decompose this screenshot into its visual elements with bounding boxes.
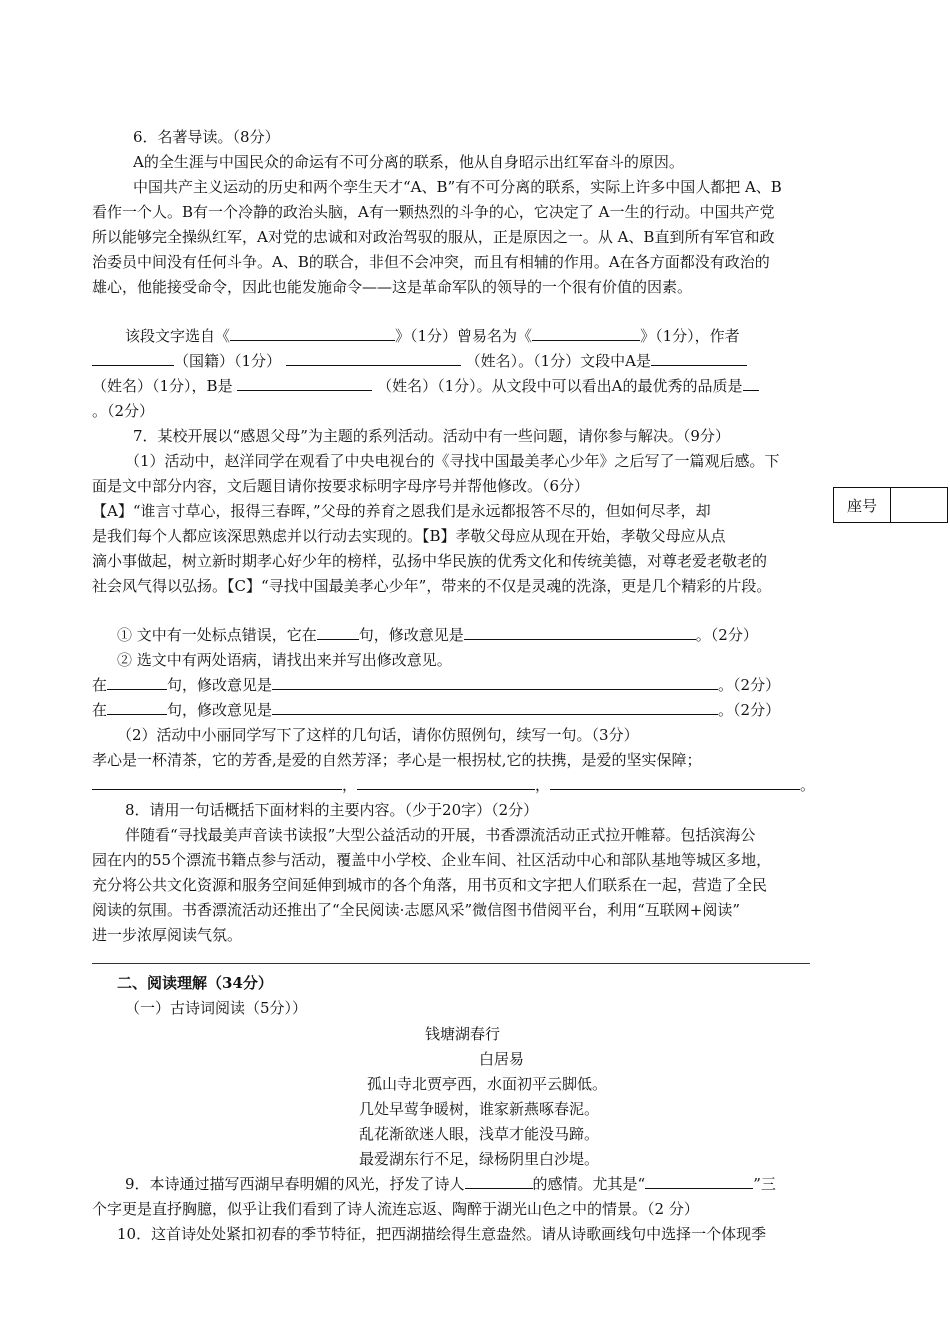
grammar-fix-blank[interactable] [272, 675, 718, 690]
q8-title: 8．请用一句话概括下面材料的主要内容。（少于20字）（2分） [125, 801, 539, 819]
quality-blank[interactable] [743, 376, 759, 391]
subsection-heading: （一）古诗词阅读（5分）） [125, 999, 308, 1017]
q6-fill-line-2: （国籍）（1分） （姓名）。（1分）文段中A是 [92, 351, 747, 371]
grammar-sentence-blank[interactable] [107, 675, 167, 690]
poem-author: 白居易 [479, 1050, 525, 1068]
q7-passage-line: 【A】“谁言寸草心，报得三春晖，”父母的养育之恩我们是永远都报答不尽的，但如何尽孝，却 [92, 502, 711, 520]
q6-para-line: 所以能够完全操纵红军，A对党的忠诚和对政治驾驭的服从，正是原因之一。从 A、B直到所有军官和政 [92, 228, 775, 246]
q8-passage-line: 进一步浓厚阅读气氛。 [92, 926, 243, 944]
grammar-fix-blank[interactable] [272, 700, 718, 715]
q6-intro: A的全生涯与中国民众的命运有不可分离的联系，他从自身昭示出红军奋斗的原因。 [133, 153, 684, 171]
q7-example: 孝心是一杯清茶，它的芳香,是爱的自然芳泽；孝心是一根拐杖,它的扶携，是爱的坚实保障； [92, 751, 702, 769]
emotion-blank[interactable] [465, 1174, 533, 1189]
q6-para-line: 治委员中间没有任何斗争。A、B的联合，非但不会冲突，而且有相辅的作用。A在各方面都没有政治的 [92, 253, 770, 271]
seat-number-field[interactable] [891, 488, 947, 522]
q7-passage-line: 是我们每个人都应该深思熟虑并以行动去实现的。【B】孝敬父母应从现在开始，孝敬父母应从点 [92, 527, 726, 545]
q7-grammar-row-1: 在 句，修改意见是 。（2分） [92, 676, 781, 694]
poem-line: 孤山寺北贾亭西，水面初平云脚低。 [367, 1075, 608, 1093]
poem-line: 最爱湖东行不足，绿杨阴里白沙堤。 [359, 1150, 600, 1168]
q6-title: 6．名著导读。（8分） [133, 128, 280, 146]
q7-sub2: ② 选文中有两处语病，请找出来并写出修改意见。 [117, 651, 452, 669]
three-char-blank[interactable] [645, 1174, 753, 1189]
section-heading: 二、阅读理解（34分） [117, 974, 273, 992]
poem-line: 乱花渐欲迷人眼，浅草才能没马蹄。 [359, 1125, 600, 1143]
q7-sub1: ① 文中有一处标点错误，它在 句，修改意见是 。（2分） [117, 626, 758, 644]
a-name-blank[interactable] [651, 351, 747, 366]
nationality-blank[interactable] [92, 351, 174, 366]
q6-fill-line-1: 该段文字选自《 》（1分）曾易名为《 》（1分），作者 [125, 327, 740, 345]
q6-para-line: 中国共产主义运动的历史和两个孪生天才“A、B”有不可分离的联系，实际上许多中国人都把 A、B [133, 178, 782, 196]
q8-passage-line: 园在内的55个漂流书籍点参与活动，覆盖中小学校、企业车间、社区活动中心和部队基地等城区多地， [92, 851, 772, 869]
q7-passage-line: 滴小事做起，树立新时期孝心好少年的榜样，弘扬中华民族的优秀文化和传统美德，对尊老爱老敬老的 [92, 552, 768, 570]
q7-part2: （2）活动中小丽同学写下了这样的几句话，请你仿照例句，续写一句。（3分） [117, 726, 639, 744]
q6-para-line: 雄心，他能接受命令，因此也能发施命令——这是革命军队的领导的一个很有价值的因素。 [92, 278, 693, 296]
former-title-blank[interactable] [532, 326, 640, 341]
q9-line-1: 9．本诗通过描写西湖早春明媚的风光，抒发了诗人 的感情。尤其是“ ”三 [125, 1175, 776, 1193]
section-divider [92, 963, 810, 964]
imitation-blank[interactable] [357, 775, 535, 790]
book-title-blank[interactable] [230, 326, 395, 341]
seat-number-box [833, 487, 948, 523]
q8-passage-line: 充分将公共文化资源和服务空间延伸到城市的各个角落，用书页和文字把人们联系在一起，营造了全民 [92, 876, 768, 894]
poem-line: 几处早莺争暖树，谁家新燕啄春泥。 [359, 1100, 600, 1118]
q7-part1-line: 面是文中部分内容，文后题目请你按要求标明字母序号并帮他修改。（6分） [92, 477, 590, 495]
q10-line: 10．这首诗处处紧扣初春的季节特征，把西湖描绘得生意盎然。请从诗歌画线句中选择一个体现季 [117, 1225, 767, 1243]
q7-imitation-row: ， ， 。 [92, 775, 815, 795]
q6-para-line: 看作一个人。B有一个冷静的政治头脑，A有一颗热烈的斗争的心，它决定了 A一生的行动。中国共产党 [92, 203, 775, 221]
q9-line-2: 个字更是直抒胸臆，似乎让我们看到了诗人流连忘返、陶醉于湖光山色之中的情景。（2 分） [92, 1200, 699, 1218]
q7-passage-line: 社会风气得以弘扬。【C】“寻找中国最美孝心少年”，带来的不仅是灵魂的洗涤，更是几个精彩的片段。 [92, 577, 772, 595]
imitation-blank[interactable] [92, 775, 342, 790]
poem-title: 钱塘湖春行 [425, 1025, 501, 1043]
punctuation-fix-blank[interactable] [464, 625, 696, 640]
q8-passage-line: 伴随看“寻找最美声音读书读报”大型公益活动的开展，书香漂流活动正式拉开帷幕。包括滨海公 [125, 826, 756, 844]
q6-fill-line-3: （姓名）（1分），B是 （姓名）（1分）。从文段中可以看出A的最优秀的品质是 [92, 376, 759, 396]
q6-fill-line-4: 。（2分） [92, 402, 155, 420]
author-name-blank[interactable] [286, 351, 461, 366]
q7-title: 7．某校开展以“感恩父母”为主题的系列活动。活动中有一些问题，请你参与解决。（9分） [133, 427, 730, 445]
q7-part1-line: （1）活动中，赵洋同学在观看了中央电视台的《寻找中国最美孝心少年》之后写了一篇观后感。下 [125, 452, 780, 470]
q8-passage-line: 阅读的氛围。书香漂流活动还推出了“全民阅读·志愿风采”微信图书借阅平台，利用“互联网+阅读” [92, 901, 741, 919]
punctuation-sentence-blank[interactable] [317, 625, 359, 640]
q7-grammar-row-2: 在 句，修改意见是 。（2分） [92, 701, 781, 719]
imitation-blank[interactable] [550, 775, 800, 790]
grammar-sentence-blank[interactable] [107, 700, 167, 715]
seat-number-label: 座号 [834, 488, 891, 522]
b-name-blank[interactable] [237, 376, 372, 391]
